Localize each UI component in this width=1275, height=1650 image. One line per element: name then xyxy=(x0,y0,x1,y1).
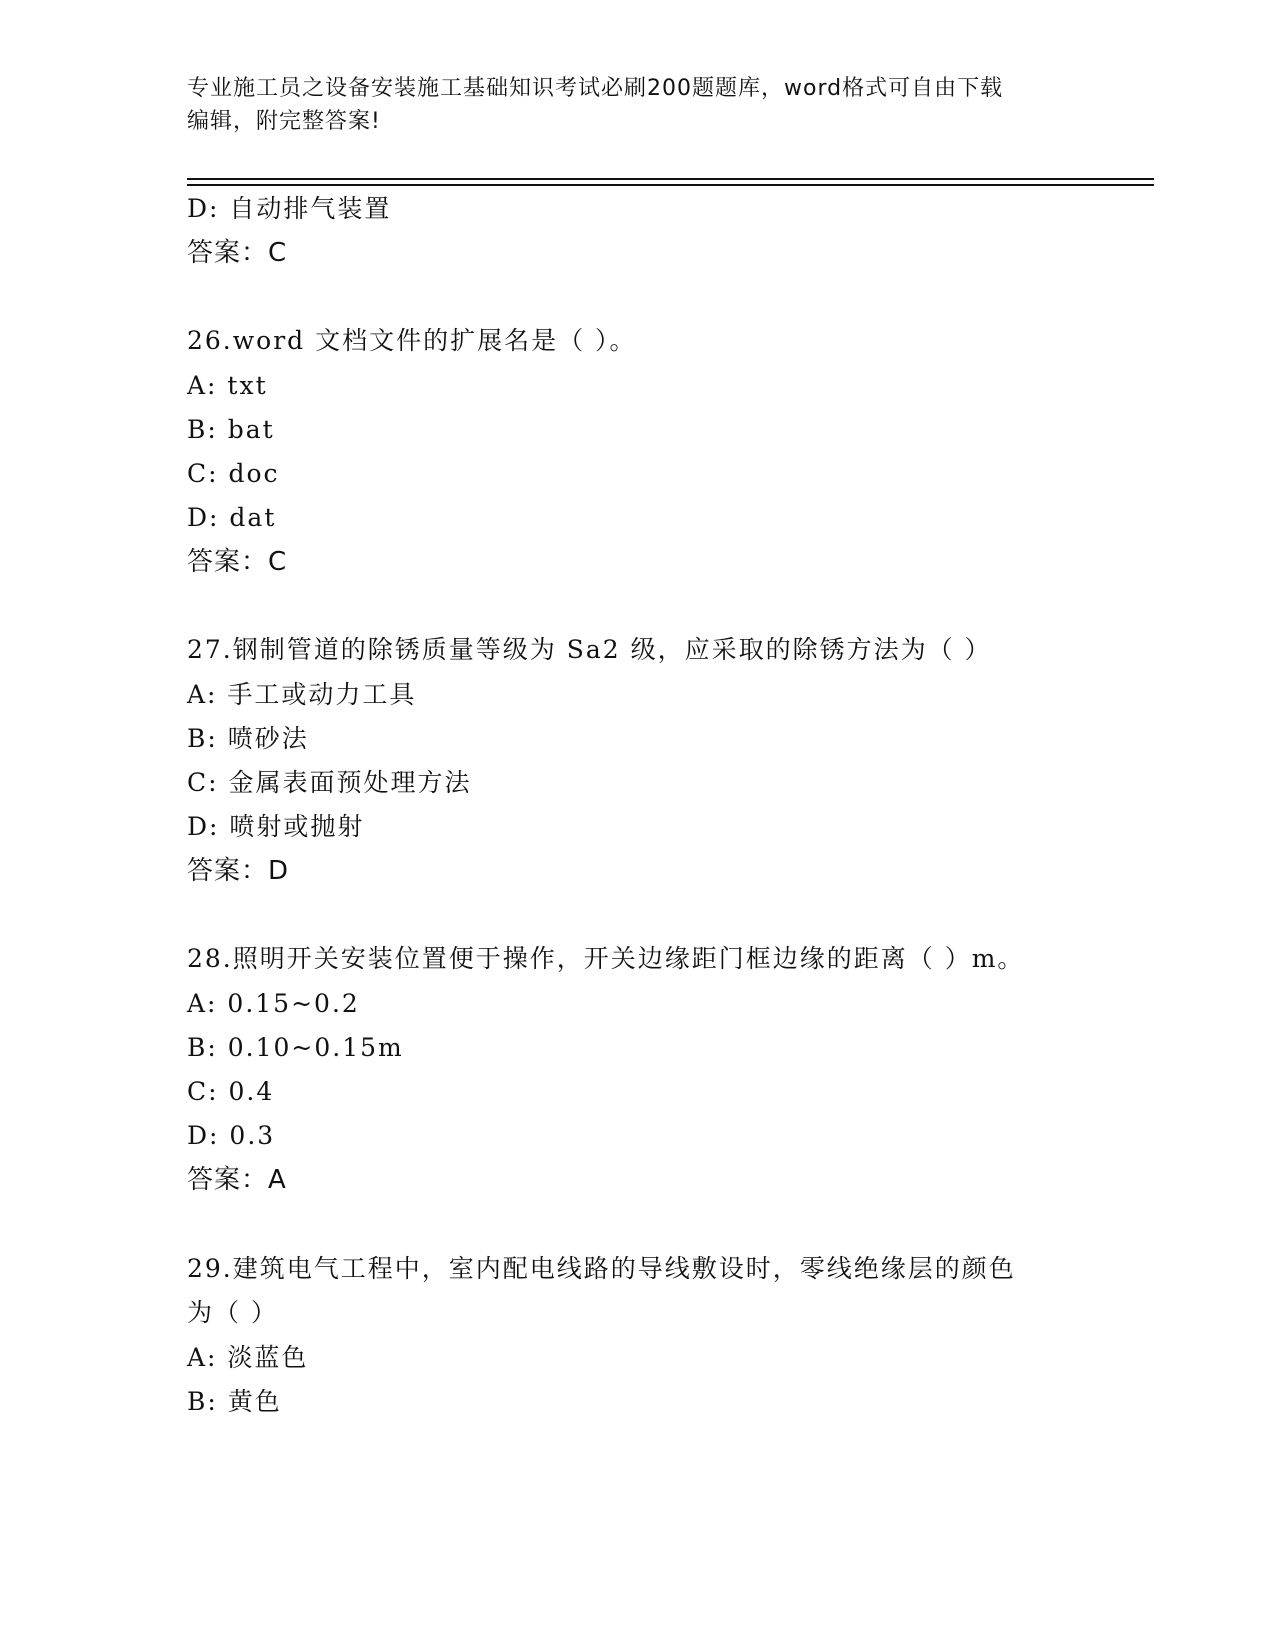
q27-answer: 答案：D xyxy=(187,856,290,886)
q26-option-b: B: bat xyxy=(187,415,275,444)
q27-option-a: A: 手工或动力工具 xyxy=(187,680,417,709)
q28-answer: 答案：A xyxy=(187,1165,287,1195)
q28-option-d: D: 0.3 xyxy=(187,1121,276,1150)
q26-option-d: D: dat xyxy=(187,503,277,532)
document-header xyxy=(187,72,1087,138)
q29-option-a: A: 淡蓝色 xyxy=(187,1343,309,1372)
q26-question: 26.word 文档文件的扩展名是（ ）。 xyxy=(187,326,637,355)
q29-question-line-1: 29.建筑电气工程中，室内配电线路的导线敷设时，零线绝缘层的颜色 xyxy=(187,1254,1016,1283)
q29-question-line-2: 为（ ） xyxy=(187,1298,278,1327)
q25-option-d: D: 自动排气装置 xyxy=(187,194,392,223)
q28-option-c: C: 0.4 xyxy=(187,1077,275,1106)
q29-option-b: B: 黄色 xyxy=(187,1387,282,1416)
q27-option-b: B: 喷砂法 xyxy=(187,724,309,753)
q28-option-a: A: 0.15~0.2 xyxy=(187,989,360,1018)
q28-question: 28.照明开关安装位置便于操作，开关边缘距门框边缘的距离（ ）m。 xyxy=(187,944,1025,973)
header-divider-top xyxy=(187,178,1154,180)
q27-option-d: D: 喷射或抛射 xyxy=(187,812,365,841)
q27-option-c: C: 金属表面预处理方法 xyxy=(187,768,472,797)
q26-option-c: C: doc xyxy=(187,459,280,488)
header-line-2: 编辑，附完整答案! xyxy=(187,109,381,134)
q26-answer: 答案：C xyxy=(187,547,288,577)
header-line-1: 专业施工员之设备安装施工基础知识考试必刷200题题库，word格式可自由下载 xyxy=(187,76,1004,101)
q27-question: 27.钢制管道的除锈质量等级为 Sa2 级，应采取的除锈方法为（ ） xyxy=(187,635,992,664)
q28-option-b: B: 0.10~0.15m xyxy=(187,1033,404,1062)
q26-option-a: A: txt xyxy=(187,371,268,400)
q25-answer: 答案：C xyxy=(187,238,288,268)
header-divider-bottom xyxy=(187,184,1154,186)
